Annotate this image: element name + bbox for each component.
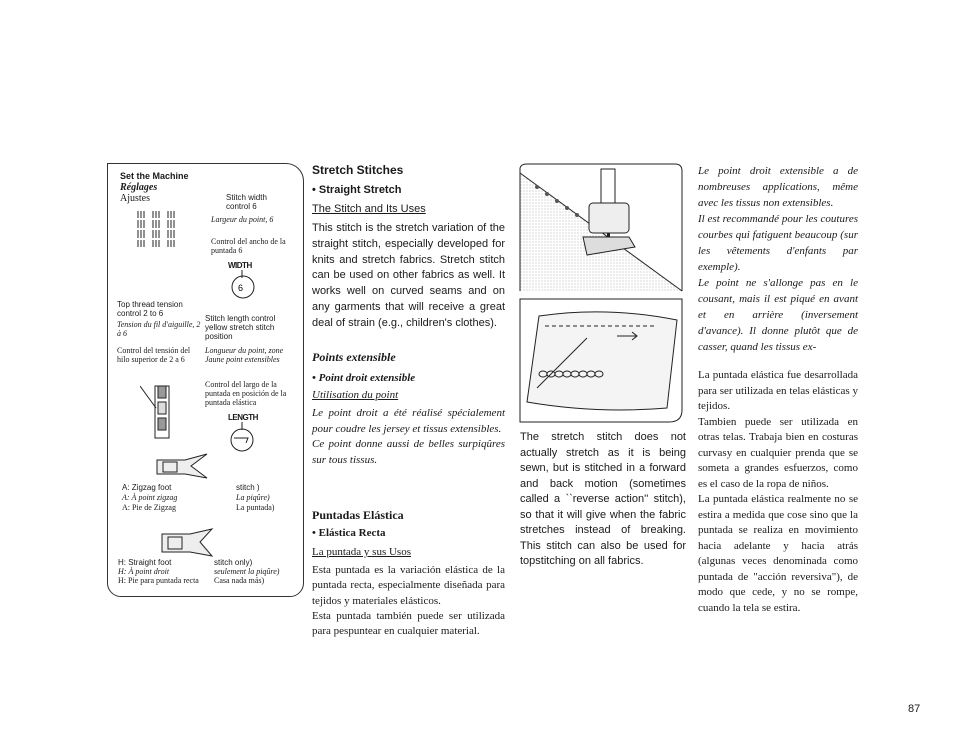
foot-a-es: A: Pie de Zigzag (122, 503, 176, 512)
width-label-es: Control del ancho de la puntada 6 (211, 237, 286, 255)
es-body-1: Esta puntada es la variación elástica de la puntada recta, especialmente diseñada para tejidos y materiales elásticos. (312, 564, 505, 607)
length-label-fr: Longueur du point, zone Jaune point extensibles (205, 346, 284, 364)
es-subheading-text: Elástica Recta (318, 527, 386, 539)
es-body (312, 563, 505, 639)
en-heading: Stretch Stitches (312, 163, 404, 177)
width-tag: WIDTH (228, 261, 252, 270)
en-subheading-text: Straight Stretch (318, 184, 402, 196)
width-dial-value: 6 (238, 283, 244, 293)
foot-h-en2: stitch only) (214, 558, 253, 567)
en-caption (520, 430, 686, 570)
en-subheading: • Straight Stretch (312, 184, 402, 196)
fr-body-2: Ce point donne aussi de belles surpiqûres sur tous tissus. (312, 438, 505, 466)
foot-a-en: A: Zigzag foot (122, 483, 172, 492)
en-link: The Stitch and Its Uses (312, 203, 426, 215)
straight-foot-icon (160, 528, 215, 558)
zigzag-foot-icon (155, 452, 210, 482)
settings-title-fr: Réglages (120, 182, 158, 193)
foot-h-fr2: seulement la piqûre) (214, 567, 280, 576)
fr-col4-3: Le point ne s'allonge pas en le cousant, mais il est piqué en avant et en arrière (inversement d'avance). Il donne plutôt que de casser, quand les tissus ex- (698, 277, 858, 353)
en-body-text: This stitch is the stretch variation of the straight stitch, especially developed for knits and stretch fabrics. Stretch stitch can be used on other fabrics as well. It works well on curved seams and on any garments that will receive a great deal of strain (e.g., children's clothes). (312, 222, 505, 329)
tension-label-en: Top thread tension control 2 to 6 (117, 300, 183, 318)
settings-title-ajustes: Ajustes (120, 193, 150, 204)
fr-subheading-text: Point droit extensible (318, 372, 416, 384)
stretch-stitch-pattern-icon (128, 207, 188, 262)
presser-foot-illustration (517, 163, 685, 293)
en-caption-text: The stretch stitch does not actually stretch as it is being sewn, but is stitched in a forward and back motion (sometimes called a ``reverse action'' stitch), so that it will give when the fabric stretches instead of breaking. This stitch can also be used for topstitching on all fabrics. (520, 431, 686, 567)
fr-col4-2: Il est recommandé pour les coutures courbes qui fatiguent beaucoup (sur les vêtements d'enfants par exemple). (698, 213, 858, 273)
es-col4-1: La puntada elástica fue desarrollada para ser utilizada en telas elásticas y tejidos. (698, 369, 858, 412)
tension-dial-icon (140, 378, 185, 440)
fr-heading: Points extensible (312, 350, 396, 364)
page-number: 87 (908, 703, 921, 715)
length-label-en: Stitch length control yellow stretch stitch position (205, 314, 276, 341)
es-link: La puntada y sus Usos (312, 546, 411, 558)
length-label-es: Control del largo de la puntada en posición de la puntada elástica (205, 380, 287, 407)
foot-a-en2: stitch ) (236, 483, 260, 492)
fr-col4-1: Le point droit extensible a de nombreuses applications, même avec les tissus non extensibles. (698, 165, 858, 209)
fr-subheading: • Point droit extensible (312, 372, 416, 384)
es-col4-3: La puntada elástica realmente no se estira a medida que cose sino que la puntada se realiza en movimiento hacia adelante y hacia atrás (algunas veces denominada como puntada de "acción reversiva"), de modo que cede, y no se rompe, cuando la tela se estira. (698, 493, 858, 614)
foot-a-es2: La puntada) (236, 503, 275, 512)
tension-label-es: Control del tensión del hilo superior de 2 a 6 (117, 346, 191, 364)
foot-a-fr2: La piqûre) (236, 493, 270, 502)
width-label-fr: Largeur du point, 6 (211, 215, 274, 224)
foot-h-es: H: Pie para puntada recta (118, 576, 199, 585)
foot-a-fr: A: À point zigzag (122, 493, 178, 502)
fr-link: Utilisation du point (312, 389, 399, 401)
es-subheading: • Elástica Recta (312, 527, 386, 539)
width-dial-icon (228, 270, 258, 300)
length-dial-icon (226, 422, 256, 454)
es-column4 (698, 368, 858, 616)
fabric-stretch-illustration (517, 298, 685, 424)
tension-label-fr: Tension du fil d'aiguille, 2 à 6 (117, 320, 201, 338)
foot-h-fr: H: À point droit (118, 567, 170, 576)
es-heading: Puntadas Elástica (312, 508, 404, 522)
settings-title-en: Set the Machine (120, 171, 189, 181)
foot-h-es2: Casa nada más) (214, 576, 265, 585)
es-col4-2: Tambien puede ser utilizada en otras telas. Trabaja bien en costuras curvasy en cualquier prenda que se someta a grandes esfuerzos, como es el caso de la ropa de niños. (698, 415, 858, 490)
fr-body (312, 406, 505, 468)
foot-h-en: H: Straight foot (118, 558, 172, 567)
width-label-en: Stitch width control 6 (226, 193, 267, 211)
es-body-2: Esta puntada también puede ser utilizada para pespuntear en cualquier material. (312, 609, 505, 638)
fr-column4 (698, 163, 858, 355)
length-tag: LENGTH (228, 413, 258, 422)
fr-body-1: Le point droit a été réalisé spécialement pour coudre les jersey et tissus extensibles. (312, 407, 505, 435)
en-body (312, 221, 505, 332)
